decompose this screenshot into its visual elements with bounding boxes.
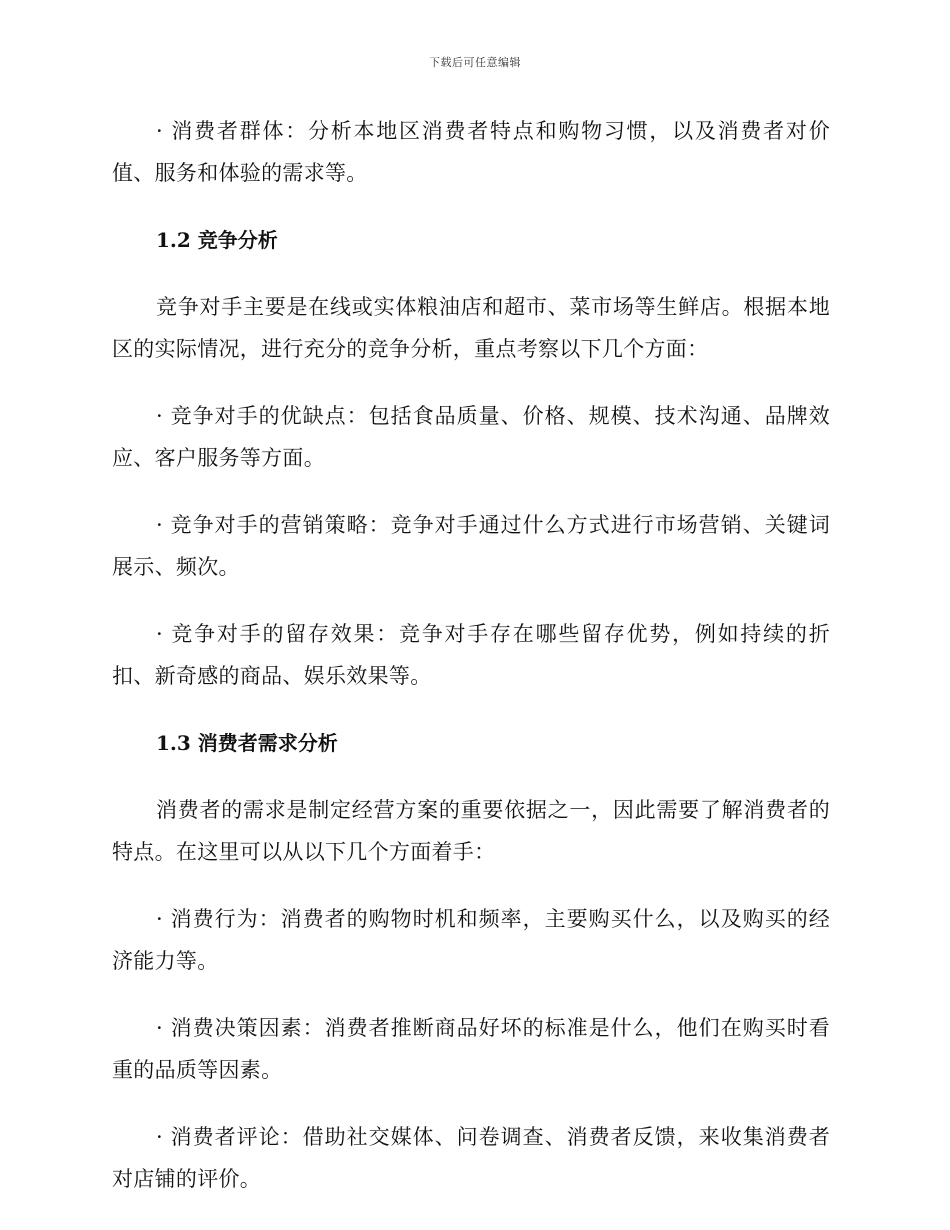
paragraph-competition-intro: 竞争对手主要是在线或实体粮油店和超市、菜市场等生鲜店。根据本地区的实际情况，进行充分的竞争分析，重点考察以下几个方面： [112, 295, 830, 361]
section-heading-consumer-demand: 1.3 消费者需求分析 [156, 731, 338, 755]
paragraph-consumer-reviews: · 消费者评论：借助社交媒体、问卷调查、消费者反馈，来收集消费者对店铺的评价。 [112, 1125, 830, 1191]
paragraph-consumer-groups: · 消费者群体：分析本地区消费者特点和购物习惯，以及消费者对价值、服务和体验的需求等。 [112, 119, 830, 185]
paragraph-demand-intro: 消费者的需求是制定经营方案的重要依据之一，因此需要了解消费者的特点。在这里可以从以下几个方面着手： [112, 798, 830, 864]
paragraph-consumer-behavior: · 消费行为：消费者的购物时机和频率，主要购买什么，以及购买的经济能力等。 [112, 907, 830, 973]
paragraph-decision-factors: · 消费决策因素：消费者推断商品好坏的标准是什么，他们在购买时看重的品质等因素。 [112, 1016, 830, 1082]
section-heading-competition: 1.2 竞争分析 [156, 228, 278, 252]
paragraph-competitor-strengths: · 竞争对手的优缺点：包括食品质量、价格、规模、技术沟通、品牌效应、客户服务等方面。 [112, 404, 830, 470]
paragraph-competitor-marketing: · 竞争对手的营销策略：竞争对手通过什么方式进行市场营销、关键词展示、频次。 [112, 513, 830, 579]
header-note: 下载后可任意编辑 [429, 56, 521, 69]
paragraph-competitor-retention: · 竞争对手的留存效果：竞争对手存在哪些留存优势，例如持续的折扣、新奇感的商品、娱乐效果等。 [112, 622, 830, 688]
document-body [112, 110, 830, 1225]
